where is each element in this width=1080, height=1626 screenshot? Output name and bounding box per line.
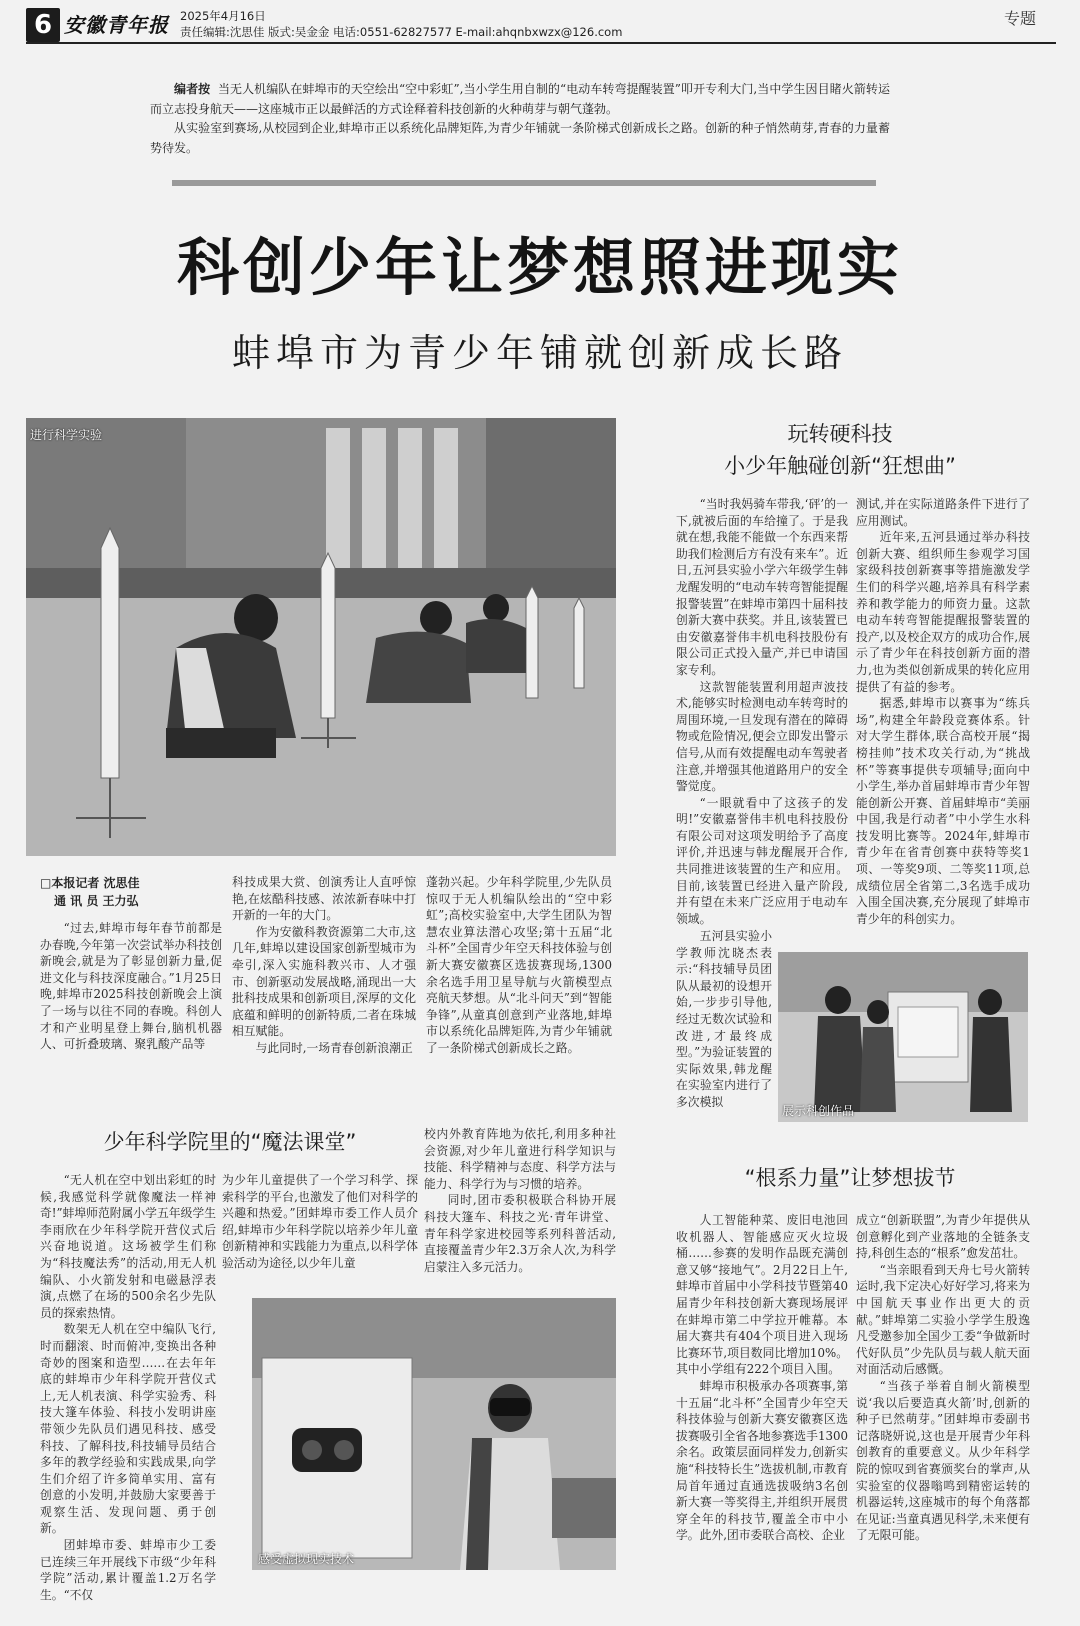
lead-col3 [426,874,612,1057]
byline-correspondent: 通 讯 员 王力弘 [54,894,139,908]
rocket-experiment-illustration [26,418,616,856]
lead-col1-text: “过去,蚌埠市每年春节前都是办春晚,今年第一次尝试举办科技创新晚会,就是为了彰显创新力量,促进文化与科技深度融合。”1月25日晚,蚌埠市2025科技创新晚会上演了一场与以往不同的春晚。科创人才和产业明星登上舞台,脑机机器人、可折叠玻璃、聚乳酸产品等 [40,921,222,1052]
section2-col1 [40,1172,216,1603]
section3-col2-p2: “当亲眼看到天舟七号火箭转运时,我下定决心好好学习,将来为中国航天事业作出更大的贡献。”蚌埠第二实验小学学生殷逸凡受邀参加全国少工委“争做新时代好队员”少先队员与载人航天面对面活动后感慨。 [856,1262,1030,1377]
editor-contact-line: 责任编辑:沈思佳 版式:吴金金 电话:0551-62827577 E-mail:ahqnbxwzx@126.com [180,25,623,39]
editor-note-label: 编者按 [174,82,211,96]
bottom-photo [252,1298,616,1570]
exhibit-illustration [778,952,1028,1122]
section1-col1-p3: “一眼就看中了这孩子的发明!”安徽嘉誉伟丰机电科技股份有限公司对这项发明给予了高度评价,并迅速与韩龙醒展开合作,共同推进该装置的生产和应用。目前,该装置已经进入量产阶段,并有望在未来广泛应用于电动车领域。 [676,795,848,926]
section1-col1-continued [676,928,772,1111]
vr-illustration [252,1298,616,1570]
header-rule [26,42,1056,44]
section2-col1-p2: 数架无人机在空中编队飞行,时而翻滚、时而俯冲,变换出各种奇妙的图案和造型……在去年年底的蚌埠市少年科学院开营仪式上,无人机表演、科学实验秀、科技大篷车体验、科技小发明讲座带领少先队员们遇见科技、感受科技、了解科技,科技辅导员结合多年的教学经验和实践成果,向学生们介绍了许多简单实用、富有创意的小发明,并鼓励大家要善于观察生活、发现问题、勇于创新。 [40,1322,216,1536]
byline [40,874,220,910]
lead-col3-text: 蓬勃兴起。少年科学院里,少先队员惊叹于无人机编队绘出的“空中彩虹”;高校实验室中,大学生团队为智慧农业算法潜心攻坚;第十五届“北斗杯”全国青少年空天科技体验与创新大赛安徽赛区选拔赛现场,1300余名选手用卫星导航与火箭模型点亮航天梦想。从“北斗问天”到“智能争锋”,从童真创意到产业落地,蚌埠市以系统化品牌矩阵,为青少年铺就了一条阶梯式创新成长之路。 [426,875,612,1055]
section1-title-line1: 玩转硬科技 [787,422,893,446]
section1-col1-p2: 这款智能装置利用超声波技术,能够实时检测电动车转弯时的周围环境,一旦发现有潜在的障碍物或危险情况,便会立即发出警示信号,从而有效提醒电动车驾驶者注意,并增强其他道路用户的安全警觉度。 [676,679,848,794]
section2-col3-p2: 同时,团市委积极联合科协开展科技大篷车、科技之光·青年讲堂、青年科学家进校园等系列科普活动,直接覆盖青少年2.3万余人次,为科学启蒙注入多元活力。 [424,1193,616,1274]
issue-date: 2025年4月16日 [180,9,266,23]
section1-col2-p3: 据悉,蚌埠市以赛事为“练兵场”,构建全年龄段竞赛体系。针对大学生群体,联合高校开展“揭榜挂帅”技术攻关行动,为“挑战杯”等赛事提供专项辅导;面向中小学生,举办首届蚌埠市青少年智能创新公开赛、首届蚌埠市“美丽中国,我是行动者”中小学生水科技发明比赛等。2024年,蚌埠市青少年在省青创赛中获特等奖1项、一等奖9项、二等奖11项,总成绩位居全省第二,3名选手成功入围全国决赛,充分展现了蚌埠市青少年的科创实力。 [856,696,1030,926]
section2-col3 [424,1126,616,1275]
main-photo [26,418,616,856]
section1-title-line2: 小少年触碰创新“狂想曲” [724,454,956,478]
editor-note-divider [172,180,876,186]
section3-title: “根系力量”让梦想拔节 [744,1166,956,1190]
section2-col1-p3: 团蚌埠市委、蚌埠市少工委已连续三年开展线下市级“少年科学院”活动,累计覆盖1.2万名学生。“不仅 [40,1538,216,1602]
lead-col2 [232,874,416,1057]
lead-col2-text-c: 与此同时,一场青春创新浪潮正 [255,1040,413,1055]
section2-title: 少年科学院里的“魔法课堂” [103,1130,357,1154]
section2-col2 [222,1172,418,1272]
section3-col1 [676,1212,848,1544]
section3-col2 [856,1212,1030,1544]
section2-col3-p1: 校内外教育阵地为依托,利用多种社会资源,对少年儿童进行科学知识与技能、科学精神与态度、科学方法与能力、科学行为与习惯的培养。 [424,1127,616,1191]
page-number: 6 [26,8,60,42]
section3-col2-p3: “当孩子举着自制火箭模型说‘我以后要造真火箭’时,创新的种子已然萌芽。”团蚌埠市委副书记落晓妍说,这也是开展青少年科创教育的重要意义。从少年科学院的惊叹到省赛颁奖台的掌声,从实验室的仪器嗡鸣到精密运转的机器运转,这座城市的每个角落都在见证:当童真遇见科学,未来便有了无限可能。 [856,1378,1030,1543]
section1-title [630,418,1050,480]
section3-col2-p1: 成立“创新联盟”,为青少年提供从创意孵化到产业落地的全链条支持,科创生态的“根系”愈发茁壮。 [856,1213,1030,1261]
lead-col1 [40,920,222,1053]
lead-col2-text-a: 科技成果大赏、创演秀让人直呼惊艳,在炫酷科技感、浓浓新春味中打开新的一年的大门。 [232,875,416,923]
editor-note-para1: 当无人机编队在蚌埠市的天空绘出“空中彩虹”,当小学生用自制的“电动车转弯提醒装置”叩开专利大门,当中学生因目睹火箭转运而立志投身航天——这座城市正以最鲜活的方式诠释着科技创新的火种萌芽与朝气蓬勃。 [150,82,890,116]
section-label: 专题 [1003,9,1036,28]
section3-col1-p1: 人工智能种菜、废旧电池回收机器人、智能感应灭火垃圾桶……参赛的发明作品既充满创意又够“接地气”。2月22日上午,蚌埠市首届中小学科技节暨第40届青少年科技创新大赛现场展评在蚌埠市第二中学拉开帷幕。本届大赛共有404个项目进入现场比赛环节,项目数同比增加10%。其中小学组有222个项目入围。 [676,1213,848,1377]
bottom-photo-caption: 感受虚拟现实技术 [258,1552,355,1566]
editor-note [150,80,890,158]
section2-col1-p1: “无人机在空中划出彩虹的时候,我感觉科学就像魔法一样神奇!”蚌埠师范附属小学五年级学生李雨欣在少年科学院开营仪式后兴奋地说道。这场被学生们称为“科技魔法秀”的活动,用无人机编队、小火箭发射和电磁悬浮表演,点燃了在场的500余名少先队员的探索热情。 [40,1173,216,1320]
byline-reporter: □本报记者 沈思佳 [40,876,140,890]
section1-col2-p1: 测试,并在实际道路条件下进行了应用测试。 [856,497,1030,528]
main-photo-caption: 进行科学实验 [30,428,103,442]
section1-col1-p4: 五河县实验小学教师沈晓杰表示:“科技辅导员团队从最初的设想开始,一步步引导他,经过无数次试验和改进,才最终成型。”为验证装置的实际效果,韩龙醒在实验室内进行了多次模拟 [676,929,772,1109]
section1-col2 [856,496,1030,927]
section2-col2-p1: 为少年儿童提供了一个学习科学、探索科学的平台,也激发了他们对科学的兴趣和热爱。”团蚌埠市委工作人员介绍,蚌埠市少年科学院以培养少年儿童创新精神和实践能力为重点,以科学体验活动为途径,以少年儿童 [222,1173,418,1270]
newspaper-name: 安徽青年报 [64,13,169,37]
section1-col1-p1: “当时我妈骑车带我,‘砰’的一下,就被后面的车给撞了。于是我就在想,我能不能做一个东西来帮助我们检测后方有没有来车”。近日,五河县实验小学六年级学生韩龙醒发明的“电动车转弯智能提醒报警装置”在蚌埠市第四十届科技创新大赛中获奖。并且,该装置已由安徽嘉誉伟丰机电科技股份有限公司正式投入量产,并已申请国家专利。 [676,497,848,677]
section1-col1 [676,496,848,927]
right-photo-caption: 展示科创作品 [782,1104,855,1118]
right-photo [778,952,1028,1122]
section3-col1-p2: 蚌埠市积极承办各项赛事,第十五届“北斗杯”全国青少年空天科技体验与创新大赛安徽赛区选拔赛吸引全省各地参赛选手1300余名。政策层面同样发力,创新实施“科技特长生”选拔机制,市教育局首年通过直通选拔吸纳3名创新大赛一等奖得主,并组织开展贯穿全年的科技节,覆盖全市中小学。此外,团市委联合高校、企业 [676,1378,848,1543]
section1-col2-p2: 近年来,五河县通过举办科技创新大赛、组织师生参观学习国家级科技创新赛事等措施激发学生们的科学兴趣,培养具有科学素养和教学能力的师资力量。这款电动车转弯智能提醒报警装置的投产,以及校企双方的成功合作,展示了青少年在科技创新方面的潜力,也为类似创新成果的转化应用提供了有益的参考。 [856,530,1030,694]
subheadline: 蚌埠市为青少年铺就创新成长路 [231,331,848,375]
lead-col2-text-b: 作为安徽科教资源第二大市,这几年,蚌埠以建设国家创新型城市为牵引,深入实施科教兴市、人才强市、创新驱动发展战略,涌现出一大批科技成果和创新项目,深厚的文化底蕴和鲜明的创新特质,二者在珠城相互赋能。 [232,924,416,1039]
headline: 科创少年让梦想照进现实 [176,231,903,304]
editor-note-para2: 从实验室到赛场,从校园到企业,蚌埠市正以系统化品牌矩阵,为青少年铺就一条阶梯式创新成长之路。创新的种子悄然萌芽,青春的力量蓄势待发。 [150,121,890,155]
